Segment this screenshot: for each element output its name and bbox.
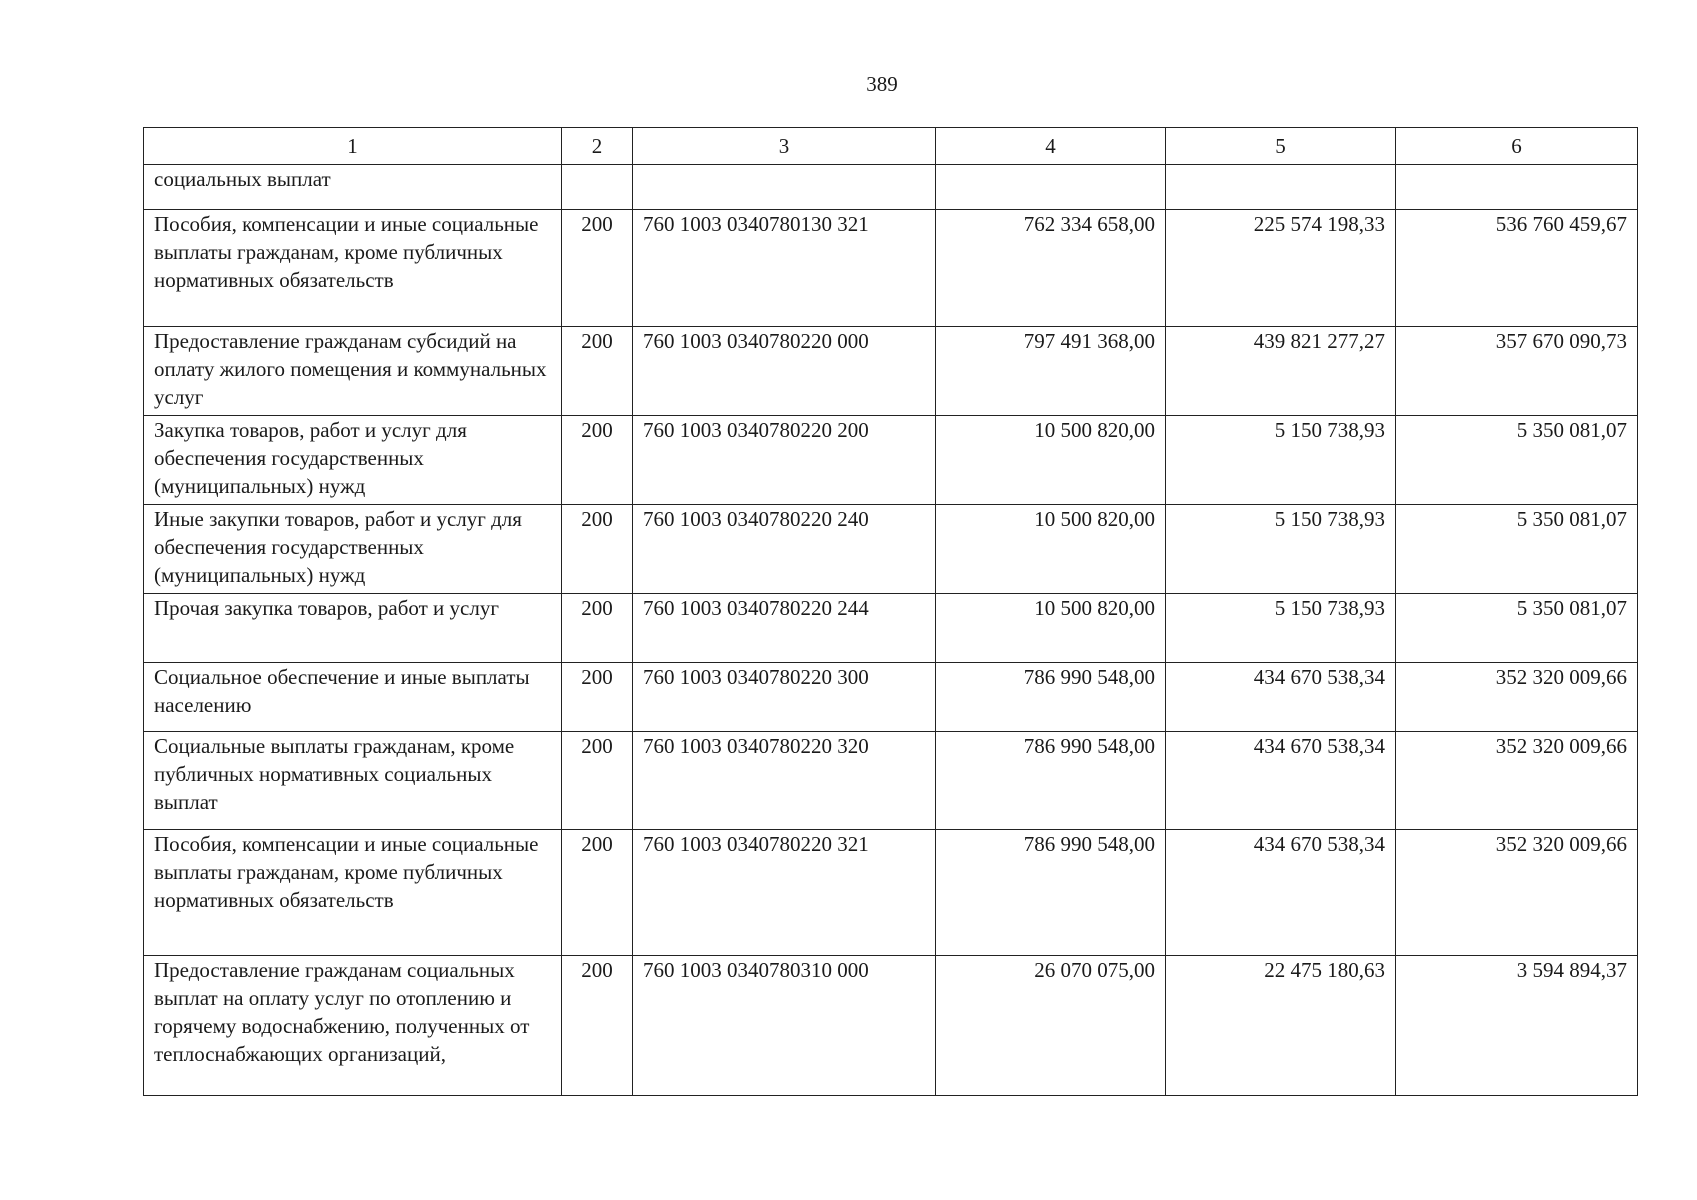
row-executed: 439 821 277,27 <box>1166 327 1396 416</box>
row-code <box>562 165 633 210</box>
header-col-4: 4 <box>936 128 1166 165</box>
table-row <box>144 663 1638 732</box>
row-unexecuted: 536 760 459,67 <box>1396 210 1638 327</box>
row-approved: 786 990 548,00 <box>936 830 1166 956</box>
row-unexecuted: 5 350 081,07 <box>1396 416 1638 505</box>
row-name: Предоставление гражданам субсидий на оплату жилого помещения и коммунальных услуг <box>144 327 562 416</box>
header-col-3: 3 <box>633 128 936 165</box>
row-approved: 10 500 820,00 <box>936 505 1166 594</box>
row-unexecuted: 357 670 090,73 <box>1396 327 1638 416</box>
row-approved: 26 070 075,00 <box>936 956 1166 1096</box>
row-kbk: 760 1003 0340780130 321 <box>633 210 936 327</box>
page-number: 389 <box>866 72 898 96</box>
row-code: 200 <box>562 210 633 327</box>
row-kbk: 760 1003 0340780220 240 <box>633 505 936 594</box>
row-approved: 786 990 548,00 <box>936 732 1166 830</box>
header-row <box>144 128 1638 165</box>
row-unexecuted: 352 320 009,66 <box>1396 830 1638 956</box>
row-executed: 5 150 738,93 <box>1166 416 1396 505</box>
row-code: 200 <box>562 505 633 594</box>
header-col-2: 2 <box>562 128 633 165</box>
row-approved: 762 334 658,00 <box>936 210 1166 327</box>
row-executed: 434 670 538,34 <box>1166 830 1396 956</box>
row-executed: 434 670 538,34 <box>1166 663 1396 732</box>
row-name: Социальные выплаты гражданам, кроме публичных нормативных социальных выплат <box>144 732 562 830</box>
row-approved: 786 990 548,00 <box>936 663 1166 732</box>
row-name: Закупка товаров, работ и услуг для обеспечения государственных (муниципальных) нужд <box>144 416 562 505</box>
row-kbk: 760 1003 0340780220 320 <box>633 732 936 830</box>
row-approved: 10 500 820,00 <box>936 416 1166 505</box>
table-row <box>144 416 1638 505</box>
table-row <box>144 732 1638 830</box>
row-approved: 10 500 820,00 <box>936 594 1166 663</box>
row-kbk: 760 1003 0340780310 000 <box>633 956 936 1096</box>
row-code: 200 <box>562 732 633 830</box>
row-executed: 5 150 738,93 <box>1166 594 1396 663</box>
row-unexecuted: 3 594 894,37 <box>1396 956 1638 1096</box>
row-code: 200 <box>562 663 633 732</box>
table-header <box>144 128 1638 165</box>
row-code: 200 <box>562 830 633 956</box>
row-code: 200 <box>562 416 633 505</box>
row-kbk: 760 1003 0340780220 244 <box>633 594 936 663</box>
row-kbk: 760 1003 0340780220 321 <box>633 830 936 956</box>
row-approved <box>936 165 1166 210</box>
row-executed: 434 670 538,34 <box>1166 732 1396 830</box>
header-col-1: 1 <box>144 128 562 165</box>
table-row <box>144 956 1638 1096</box>
row-kbk: 760 1003 0340780220 200 <box>633 416 936 505</box>
header-col-5: 5 <box>1166 128 1396 165</box>
row-name: Пособия, компенсации и иные социальные выплаты гражданам, кроме публичных нормативных обязательств <box>144 830 562 956</box>
table-row <box>144 505 1638 594</box>
header-col-6: 6 <box>1396 128 1638 165</box>
table-row <box>144 830 1638 956</box>
row-executed <box>1166 165 1396 210</box>
row-unexecuted: 5 350 081,07 <box>1396 505 1638 594</box>
row-approved: 797 491 368,00 <box>936 327 1166 416</box>
row-executed: 5 150 738,93 <box>1166 505 1396 594</box>
row-executed: 22 475 180,63 <box>1166 956 1396 1096</box>
row-executed: 225 574 198,33 <box>1166 210 1396 327</box>
row-kbk: 760 1003 0340780220 000 <box>633 327 936 416</box>
row-code: 200 <box>562 956 633 1096</box>
table-body <box>144 165 1638 1096</box>
row-name: Предоставление гражданам социальных выплат на оплату услуг по отоплению и горячему водоснабжению, полученных от теплоснабжающих организаций, <box>144 956 562 1096</box>
row-name: Иные закупки товаров, работ и услуг для обеспечения государственных (муниципальных) нужд <box>144 505 562 594</box>
row-name: Социальное обеспечение и иные выплаты населению <box>144 663 562 732</box>
row-kbk: 760 1003 0340780220 300 <box>633 663 936 732</box>
row-name: Пособия, компенсации и иные социальные выплаты гражданам, кроме публичных нормативных обязательств <box>144 210 562 327</box>
table-row <box>144 165 1638 210</box>
table-row <box>144 210 1638 327</box>
row-kbk <box>633 165 936 210</box>
row-code: 200 <box>562 594 633 663</box>
row-unexecuted: 352 320 009,66 <box>1396 663 1638 732</box>
row-unexecuted: 352 320 009,66 <box>1396 732 1638 830</box>
row-name: социальных выплат <box>144 165 562 210</box>
table-row <box>144 594 1638 663</box>
row-unexecuted: 5 350 081,07 <box>1396 594 1638 663</box>
table-row <box>144 327 1638 416</box>
budget-table <box>143 127 1638 1096</box>
row-unexecuted <box>1396 165 1638 210</box>
row-code: 200 <box>562 327 633 416</box>
row-name: Прочая закупка товаров, работ и услуг <box>144 594 562 663</box>
